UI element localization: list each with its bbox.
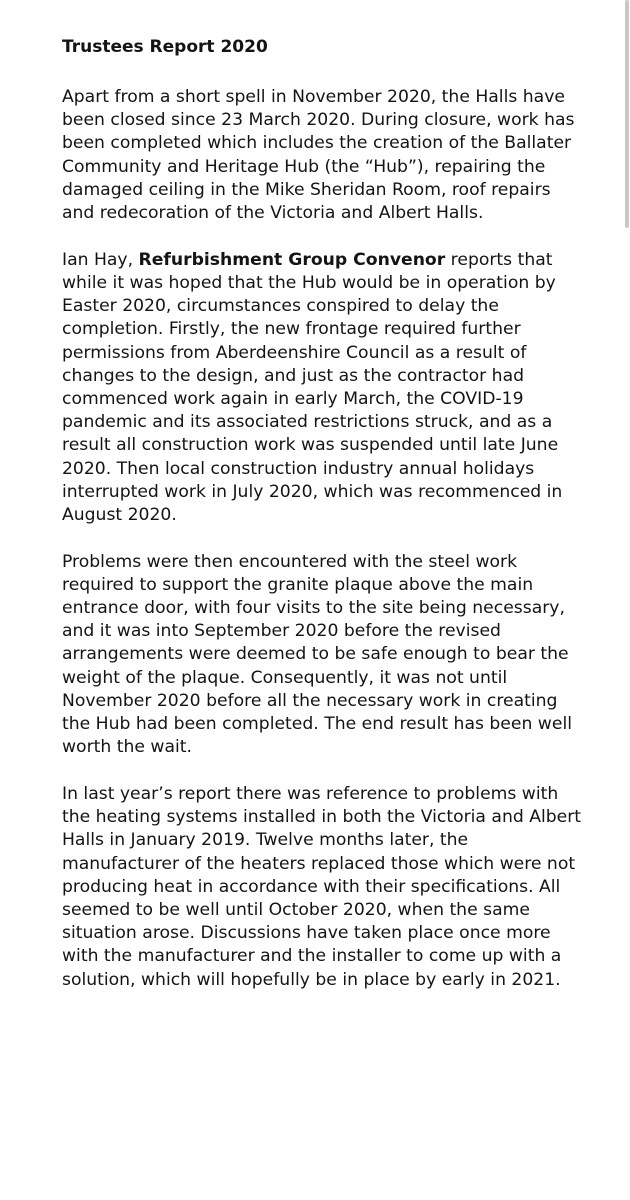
paragraph-closure: Apart from a short spell in November 2020, the Halls have been closed since 23 March 2020. During closure, work has been completed which includes the creation of the Ballater Community and Heritage Hub (the “Hub”), repairing the damaged ceiling in the Mike Sheridan Room, roof repairs and redecoration of the Victoria and Albert Halls. <box>62 87 575 224</box>
convenor-role: Refurbishment Group Convenor <box>138 249 446 270</box>
scrollbar-thumb[interactable] <box>625 0 629 228</box>
convenor-name: Ian Hay, <box>62 249 139 270</box>
paragraph-steel-work: Problems were then encountered with the steel work required to support the granite plaque above the main entrance door, with four visits to the site being necessary, and it was into September 2020 before the revised arrangements were deemed to be safe enough to bear the weight of the plaque. Consequently, it was not until November 2020 before all the necessary work in creating the Hub had been completed. The end result has been well worth the wait. <box>62 551 572 758</box>
report-title: Trustees Report 2020 <box>62 37 268 57</box>
paragraph-heating: In last year’s report there was reference to problems with the heating systems installed in both the Victoria and Albert Halls in January 2019. Twelve months later, the manufacturer of the heaters replaced those which were not producing heat in accordance with their specifications. All seemed to be well until October 2020, when the same situation arose. Discussions have taken place once more with the manufacturer and the installer to come up with a solution, which will hopefully be in place by early in 2021. <box>62 783 582 990</box>
refurbishment-text: reports that while it was hoped that the Hub would be in operation by Easter 2020, circumstances conspired to delay the completion. Firstly, the new frontage required further permissions from Aberdeenshire Council as a result of changes to the design, and just as the contractor had commenced work again in early March, the COVID-19 pandemic and its associated restrictions struck, and as a result all construction work was suspended until late June 2020. Then local construction industry annual holidays interrupted work in July 2020, which was recommenced in August 2020. <box>62 249 563 525</box>
paragraph-refurbishment <box>62 249 582 527</box>
